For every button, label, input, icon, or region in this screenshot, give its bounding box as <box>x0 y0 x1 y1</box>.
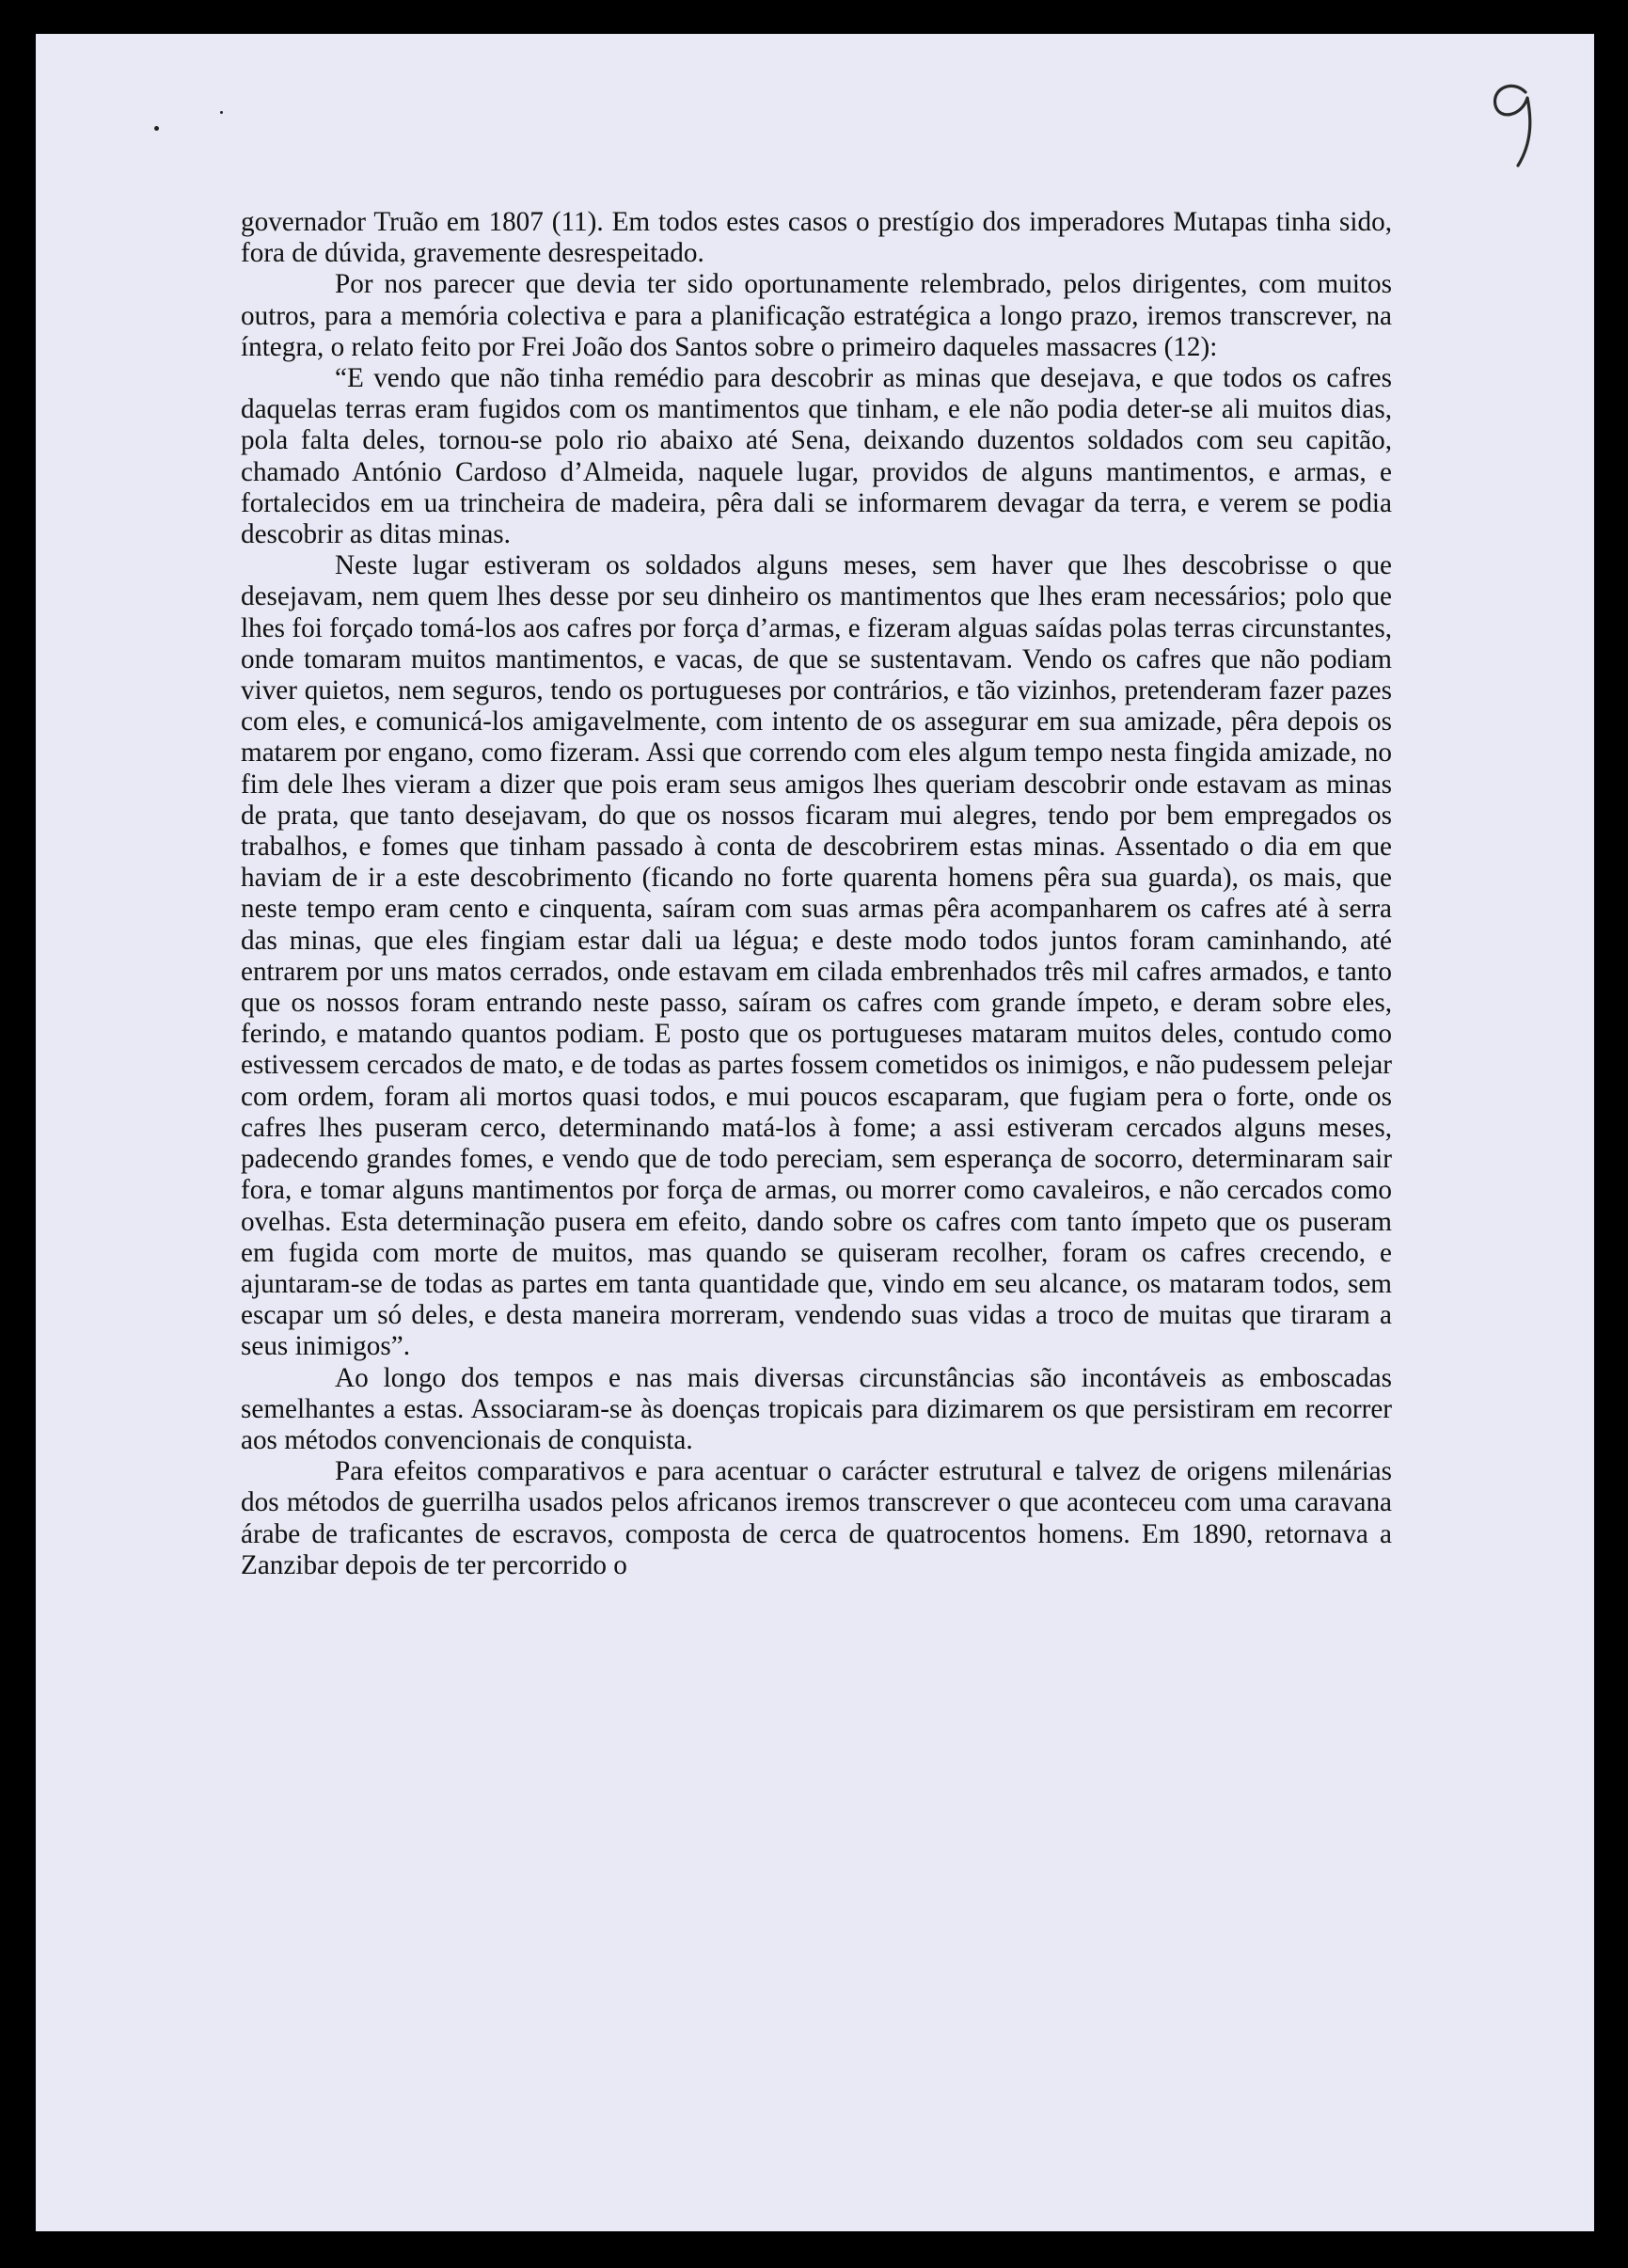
body-text <box>241 207 1392 1581</box>
paragraph: Para efeitos comparativos e para acentuar o carácter estrutural e talvez de origens milenárias dos métodos de guerrilha usados pelos africanos iremos transcrever o que aconteceu com uma caravana árabe de traficantes de escravos, composta de cerca de quatrocentos homens. Em 1890, retornava a Zanzibar depois de ter percorrido o <box>241 1456 1392 1580</box>
handwritten-nine-icon <box>1477 68 1552 171</box>
ink-speck <box>220 111 223 114</box>
quote-paragraph: Neste lugar estiveram os soldados alguns meses, sem haver que lhes descobrisse o que desejavam, nem quem lhes desse por seu dinheiro os mantimentos que lhes eram necessários; polo que lhes foi forçado tomá-los aos cafres por força d’armas, e fizeram alguas saídas polas terras circunstantes, onde tomaram muitos mantimentos, e vacas, de que se sustentavam. Vendo os cafres que não podiam viver quietos, nem seguros, tendo os portugueses por contrários, e tão vizinhos, pretenderam fazer pazes com eles, e comunicá-los amigavelmente, com intento de os assegurar em sua amizade, pêra depois os matarem por engano, como fizeram. Assi que correndo com eles algum tempo nesta fingida amizade, no fim dele lhes vieram a dizer que pois eram seus amigos lhes queriam descobrir onde estavam as minas de prata, que tanto desejavam, do que os nossos ficaram mui alegres, tendo por bem empregados os trabalhos, e fomes que tinham passado à conta de descobrirem estas minas. Assentado o dia em que haviam de ir a este descobrimento (ficando no forte quarenta homens pêra sua guarda), os mais, que neste tempo eram cento e cinquenta, saíram com suas armas pêra acompanharem os cafres até à serra das minas, que eles fingiam estar dali ua légua; e deste modo todos juntos foram caminhando, até entrarem por uns matos cerrados, onde estavam em cilada embrenhados três mil cafres armados, e tanto que os nossos foram entrando neste passo, saíram os cafres com grande ímpeto, e deram sobre eles, ferindo, e matando quantos podiam. E posto que os portugueses mataram muitos deles, contudo como estivessem cercados de mato, e de todas as partes fossem cometidos os inimigos, e não pudessem pelejar com ordem, foram ali mortos quasi todos, e mui poucos escaparam, que fugiam pera o forte, onde os cafres lhes puseram cerco, determinando matá-los à fome; a assi estiveram cercados alguns meses, padecendo grandes fomes, e vendo que de todo pereciam, sem esperança de socorro, determinaram sair fora, e tomar alguns mantimentos por força de armas, ou morrer como cavaleiros, e não cercados como ovelhas. Esta determinação pusera em efeito, dando sobre os cafres com tanto ímpeto que os puseram em fugida com morte de muitos, mas quando se quiseram recolher, foram os cafres crecendo, e ajuntaram-se de todas as partes em tanta quantidade que, vindo em seu alcance, os mataram todos, sem escapar um só deles, e desta maneira morreram, vendendo suas vidas a troco de muitas que tiraram a seus inimigos”. <box>241 550 1392 1362</box>
quote-paragraph: “E vendo que não tinha remédio para descobrir as minas que desejava, e que todos os cafres daquelas terras eram fugidos com os mantimentos que tinham, e ele não podia deter-se ali muitos dias, pola falta deles, tornou-se polo rio abaixo até Sena, deixando duzentos soldados com seu capitão, chamado António Cardoso d’Almeida, naquele lugar, providos de alguns mantimentos, e armas, e fortalecidos em ua trincheira de madeira, pêra dali se informarem devagar da terra, e verem se podia descobrir as ditas minas. <box>241 363 1392 550</box>
paragraph-continuation: governador Truão em 1807 (11). Em todos estes casos o prestígio dos imperadores Mutapas tinha sido, fora de dúvida, gravemente desrespeitado. <box>241 207 1392 269</box>
paragraph: Por nos parecer que devia ter sido oportunamente relembrado, pelos dirigentes, com muitos outros, para a memória colectiva e para a planificação estratégica a longo prazo, iremos transcrever, na íntegra, o relato feito por Frei João dos Santos sobre o primeiro daqueles massacres (12): <box>241 269 1392 362</box>
handwritten-page-number <box>1477 68 1552 171</box>
ink-speck <box>154 126 159 131</box>
document-page <box>36 34 1594 2231</box>
paragraph: Ao longo dos tempos e nas mais diversas circunstâncias são incontáveis as emboscadas semelhantes a estas. Associaram-se às doenças tropicais para dizimarem os que persistiram em recorrer aos métodos convencionais de conquista. <box>241 1362 1392 1455</box>
